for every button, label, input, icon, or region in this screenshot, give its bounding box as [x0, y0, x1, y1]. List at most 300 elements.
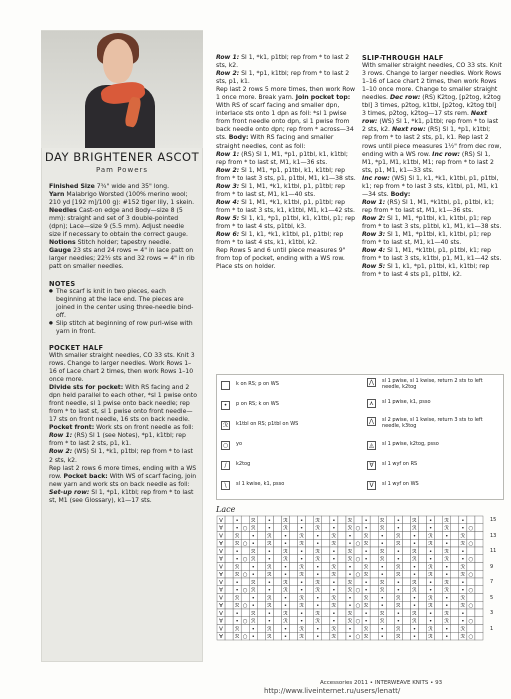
chart-symbol: • — [396, 548, 400, 555]
legend-symbol: ∀ — [367, 461, 376, 470]
chart-cell — [290, 594, 298, 602]
chart-cell — [467, 516, 475, 524]
chart-symbol: ℛ — [412, 579, 417, 586]
chart-symbol: ○ — [355, 572, 361, 579]
chart-symbol: ○ — [355, 603, 361, 610]
chart-symbol: • — [283, 603, 288, 610]
chart-cell — [370, 609, 378, 617]
chart-row-number: 15 — [490, 517, 497, 523]
chart-symbol: ℛ — [251, 548, 256, 555]
chart-row-number: 13 — [490, 532, 497, 539]
chart-cell — [475, 516, 483, 524]
chart-symbol: • — [300, 548, 304, 555]
chart-cell — [306, 617, 314, 625]
chart-symbol: ℛ — [267, 533, 272, 540]
chart-symbol: ○ — [242, 634, 248, 641]
chart-cell — [290, 609, 298, 617]
chart-cell — [402, 547, 410, 555]
chart-symbol: ℛ — [315, 587, 320, 594]
chart-cell — [290, 578, 298, 586]
legend-item: ⋏ sl 1 pwise, k1, psso — [367, 399, 501, 408]
chart-cell — [273, 555, 281, 563]
legend-symbol: ℛ — [221, 421, 230, 430]
chart-cell — [435, 617, 443, 625]
chart-symbol: • — [364, 579, 368, 586]
chart-symbol: ℛ — [267, 626, 272, 633]
chart-symbol: ○ — [468, 603, 474, 610]
chart-symbol: ℛ — [396, 572, 401, 579]
c2-body-row-1: Row 1: (RS) Sl 1, M1, *p1, p1tbl, k1, k1tbl; rep from * to last st, M1, k1—36 sts. — [216, 150, 348, 166]
chart-symbol: ○ — [468, 541, 474, 548]
chart-symbol: • — [283, 564, 288, 571]
c2-body-row-6: Row 6: Sl 1, k1, *k1, k1tbl, p1, p1tbl; rep from * to last 4 sts, k1, k1tbl, k2. — [216, 231, 344, 247]
legend-item: ⋀ sl 2 pwise, sl 1 kwise, return 3 sts to left needle, k3tog — [367, 417, 501, 429]
chart-cell — [290, 539, 298, 547]
chart-cell — [370, 625, 378, 633]
chart-symbol: • — [251, 572, 255, 579]
legend-symbol — [221, 381, 230, 390]
chart-symbol: • — [364, 517, 368, 524]
chart-symbol: ℛ — [299, 541, 304, 548]
chart-symbol: ℛ — [460, 572, 466, 579]
chart-cell — [386, 532, 394, 540]
chart-symbol: • — [332, 579, 336, 586]
chart-cell — [467, 547, 475, 555]
chart-symbol: ℛ — [283, 610, 288, 617]
chart-symbol: ℛ — [363, 572, 369, 579]
chart-cell — [419, 609, 427, 617]
chart-cell — [435, 516, 443, 524]
chart-cell — [475, 539, 483, 547]
chart-symbol: • — [251, 626, 255, 633]
chart-cell — [475, 547, 483, 555]
chart-symbol: • — [267, 517, 272, 524]
chart-symbol: ℛ — [363, 533, 369, 540]
chart-symbol: ℛ — [460, 564, 466, 571]
chart-symbol: ℛ — [283, 517, 288, 524]
chart-symbol: ℛ — [428, 634, 433, 641]
chart-symbol: ℛ — [380, 548, 385, 555]
chart-cell — [306, 563, 314, 571]
chart-cell — [322, 539, 330, 547]
chart-symbol: • — [251, 541, 255, 548]
chart-symbol: • — [396, 517, 400, 524]
chart-cell — [306, 632, 314, 640]
chart-cell — [322, 625, 330, 633]
chart-symbol: • — [412, 533, 417, 540]
chart-symbol: • — [380, 572, 384, 579]
column-2 — [216, 54, 356, 271]
chart-cell — [467, 625, 475, 633]
slip-intro: With smaller straight needles, CO 33 sts. Knit 3 rows. Change to larger needles. Work Rows 1–16 of Lace chart 2 times, then work Rows 1–10 once more. Change to smaller straight needles. Dec row: (RS) K2tog, [p2tog, k2tog tbl] 3 times, p2tog, k1tbl, [p2tog, k2tog tbl] 3 times, p2tog, k2tog—17 sts rem. Next row: (WS) Sl 1, *k1, p1tbl; rep from * to last 2 sts, k2. Next row: (RS) Sl 1, *p1, k1tbl; rep from * to last 2 sts, p1, k1. Rep last 2 rows until piece measures 1½" from dec row, ending with a WS row. Inc row: (RS) Sl 1, M1, *p1, M1, k1tbl, M1; rep from * to last 2 sts, p1, M1, k1—33 sts. — [362, 62, 502, 174]
column-3 — [362, 54, 502, 279]
chart-cell — [386, 578, 394, 586]
c2-join: Rep last 2 rows 5 more times, then work Row 1 once more. Break yarn. Join pocket top: With RS of scarf facing and smaller dpn, interlace sts onto 1 dpn as foll: *sl 1 pwise from front needle onto dpn, sl 1 pwise from back needle onto dpn; rep from * across—34 sts. Body: With RS facing and smaller straight needles, cont as foll: — [216, 86, 356, 150]
chart-symbol: ℛ — [428, 572, 433, 579]
chart-symbol: ℛ — [412, 610, 417, 617]
chart-cell — [451, 524, 459, 532]
chart-symbol: ℛ — [347, 587, 353, 594]
pocket-repeat: Rep last 2 rows 6 more times, ending with a WS row. Pocket back: With WS of scarf facing, join new yarn and work sts on back needle as foll: Set-up row: Sl 1, *p1, k1tbl; rep from * to last st, M1 (see Glossary), k1—17 sts. — [49, 464, 197, 504]
chart-cell — [451, 563, 459, 571]
chart-cell — [241, 625, 249, 633]
chart-symbol: • — [412, 541, 417, 548]
legend-symbol: • — [221, 401, 230, 410]
chart-symbol: ℛ — [380, 587, 385, 594]
slip-inc-ws: Inc row: (WS) Sl 1, k1, *k1, k1tbl, p1, p1tbl, k1; rep from * to last 3 sts, k1tbl, p1, M1, k1—34 sts. Body: — [362, 174, 499, 198]
chart-cell — [402, 601, 410, 609]
legend-item: \ sl 1 kwise, k1, psso — [221, 481, 357, 490]
chart-cell — [451, 617, 459, 625]
chart-symbol: ℛ — [428, 626, 433, 633]
chart-symbol: ℛ — [347, 579, 353, 586]
chart-symbol: ℛ — [444, 618, 449, 625]
chart-symbol: ℛ — [251, 579, 256, 586]
chart-cell — [386, 570, 394, 578]
chart-symbol: ○ — [242, 556, 248, 563]
legend-symbol: ⋏ — [367, 399, 376, 408]
chart-symbol: ℛ — [251, 587, 256, 594]
legend-symbol: \ — [221, 481, 230, 490]
chart-symbol: ○ — [468, 572, 474, 579]
pocket-half-intro: With smaller straight needles, CO 33 sts. Knit 3 rows. Change to larger needles. Work Rows 1–16 of Lace chart 2 times, then work Rows 1–10 once more. — [49, 351, 195, 384]
chart-symbol: ℛ — [347, 556, 353, 563]
chart-symbol: • — [235, 587, 239, 594]
slip-row-5: Row 5: Sl 1, k1, *p1, p1tbl, k1, k1tbl; rep from * to last 4 sts p1, p1tbl, k2. — [362, 263, 490, 279]
chart-cell — [273, 594, 281, 602]
chart-cell — [257, 524, 265, 532]
chart-symbol: ℛ — [251, 556, 256, 563]
chart-cell — [451, 609, 459, 617]
chart-cell — [338, 516, 346, 524]
chart-cell — [241, 594, 249, 602]
slip-row-2: Row 2: Sl 1, M1, *p1tbl, k1, k1tbl, p1; rep from * to last 3 sts, p1tbl, k1, M1, k1—38 sts. — [362, 214, 502, 230]
legend-item: ∀ sl 1 wyf on RS — [367, 461, 501, 470]
chart-cell — [290, 547, 298, 555]
chart-cell — [257, 586, 265, 594]
chart-cell — [467, 594, 475, 602]
chart-symbol: • — [461, 587, 465, 594]
c2-row-2: Row 2: Sl 1, *p1, k1tbl; rep from * to last 2 sts, p1, k1. — [216, 70, 350, 86]
notes-heading: NOTES — [49, 279, 76, 288]
chart-symbol: ℛ — [444, 556, 449, 563]
chart-cell — [273, 532, 281, 540]
chart-cell — [354, 547, 362, 555]
chart-symbol: • — [445, 595, 449, 602]
chart-cell — [257, 570, 265, 578]
chart-symbol: ℛ — [363, 595, 369, 602]
chart-cell — [435, 594, 443, 602]
chart-cell — [370, 632, 378, 640]
chart-cell — [386, 563, 394, 571]
chart-cell — [386, 625, 394, 633]
chart-symbol: • — [316, 533, 320, 540]
pattern-title: DAY BRIGHTENER ASCOT — [44, 150, 200, 164]
chart-cell — [338, 594, 346, 602]
chart-cell — [322, 586, 330, 594]
legend-item: ⋀ sl 1 pwise, sl 1 kwise, return 2 sts to left needle, k2tog — [367, 378, 501, 390]
chart-symbol: • — [300, 610, 304, 617]
chart-symbol: ℛ — [234, 572, 240, 579]
chart-symbol: • — [283, 541, 288, 548]
chart-cell — [354, 563, 362, 571]
chart-symbol: ℛ — [380, 579, 385, 586]
chart-symbol: • — [396, 525, 400, 532]
chart-symbol: • — [235, 525, 239, 532]
column-1 — [49, 183, 197, 505]
chart-cell — [338, 563, 346, 571]
chart-symbol: ℛ — [444, 525, 449, 532]
chart-cell — [225, 532, 233, 540]
chart-cell — [419, 516, 427, 524]
chart-symbol: • — [235, 579, 239, 586]
chart-symbol: ℛ — [363, 541, 369, 548]
chart-cell — [225, 555, 233, 563]
pocket-row-1: Row 1: (RS) Sl 1 (see Notes), *p1, k1tbl; rep from * to last 2 sts, p1, k1. — [49, 432, 186, 448]
chart-cell — [402, 609, 410, 617]
chart-symbol: ℛ — [315, 610, 320, 617]
chart-cell — [322, 547, 330, 555]
chart-cell — [370, 547, 378, 555]
chart-cell — [475, 578, 483, 586]
chart-cell — [338, 524, 346, 532]
chart-symbol: • — [348, 595, 352, 602]
chart-cell — [435, 532, 443, 540]
chart-symbol: ℛ — [234, 626, 240, 633]
chart-symbol: • — [461, 556, 465, 563]
chart-cell — [386, 601, 394, 609]
chart-symbol: • — [412, 564, 417, 571]
legend-item: ○ yo — [222, 441, 243, 449]
chart-cell — [290, 601, 298, 609]
chart-cell — [370, 594, 378, 602]
watermark: http://www.liveinternet.ru/users/lenatt/ — [264, 687, 401, 695]
chart-cell — [322, 632, 330, 640]
c2-body-row-3: Row 3: Sl 1, M1, *k1, k1tbl, p1, p1tbl; rep from * to last st, M1, k1—40 sts. — [216, 182, 346, 198]
chart-cell — [435, 570, 443, 578]
chart-cell — [451, 570, 459, 578]
chart-cell — [435, 547, 443, 555]
chart-cell — [257, 539, 265, 547]
chart-symbol: ℛ — [396, 533, 401, 540]
chart-symbol: ○ — [355, 634, 361, 641]
chart-cell — [419, 625, 427, 633]
chart-cell — [290, 632, 298, 640]
chart-cell — [419, 563, 427, 571]
chart-cell — [306, 555, 314, 563]
chart-symbol: • — [251, 564, 255, 571]
chart-symbol: ℛ — [299, 595, 304, 602]
model-photo — [41, 31, 203, 148]
chart-symbol: ℛ — [428, 595, 433, 602]
chart-cell — [402, 586, 410, 594]
chart-cell — [322, 555, 330, 563]
chart-cell — [290, 586, 298, 594]
chart-symbol: ℛ — [460, 533, 466, 540]
chart-row-number: 7 — [490, 579, 494, 585]
chart-cell — [306, 532, 314, 540]
chart-symbol: • — [316, 603, 320, 610]
chart-symbol: • — [364, 548, 368, 555]
chart-cell — [419, 570, 427, 578]
chart-symbol: • — [332, 517, 336, 524]
chart-symbol: • — [461, 525, 465, 532]
chart-symbol: ℛ — [444, 610, 449, 617]
chart-symbol: ℛ — [460, 634, 466, 641]
chart-cell — [241, 563, 249, 571]
chart-cell — [419, 539, 427, 547]
chart-cell — [257, 601, 265, 609]
chart-symbol: ∀ — [219, 618, 223, 625]
divide-sts: Divide sts for pocket: With RS facing and 2 dpn held parallel to each other, *sl 1 pwise onto front needle, sl 1 pwise onto back needle; rep from * to last st, sl 1 pwise onto front needle—17 sts on front needle, 16 sts on back needle. Pocket front: Work sts on front needle as foll: — [49, 384, 197, 432]
chart-symbol: ℛ — [267, 541, 272, 548]
spec-needles: Needles Cast-on edge and Body—size 8 (5 mm): straight and set of 3 double-pointed (dpn); Lace—size 9 (5.5 mm). Adjust needle size if necessary to obtain the correct gauge. — [49, 207, 188, 239]
chart-cell — [402, 555, 410, 563]
chart-cell — [386, 617, 394, 625]
chart-cell — [273, 524, 281, 532]
chart-row-number: 1 — [490, 625, 494, 632]
chart-symbol: • — [348, 533, 352, 540]
chart-cell — [419, 532, 427, 540]
stitch-legend — [216, 374, 504, 500]
chart-cell — [386, 609, 394, 617]
chart-cell — [475, 532, 483, 540]
chart-symbol: ℛ — [380, 517, 385, 524]
chart-symbol: • — [267, 548, 272, 555]
chart-cell — [435, 563, 443, 571]
chart-cell — [402, 532, 410, 540]
chart-cell — [338, 532, 346, 540]
chart-cell — [370, 516, 378, 524]
chart-symbol: ℛ — [331, 533, 337, 540]
chart-symbol: V — [219, 579, 223, 586]
chart-symbol: • — [235, 610, 239, 617]
chart-cell — [225, 547, 233, 555]
chart-symbol: • — [396, 587, 400, 594]
chart-cell — [435, 625, 443, 633]
chart-symbol: ℛ — [234, 533, 240, 540]
chart-cell — [322, 563, 330, 571]
chart-cell — [402, 524, 410, 532]
chart-symbol: ℛ — [396, 595, 401, 602]
chart-symbol: • — [364, 525, 368, 532]
chart-symbol: • — [380, 564, 384, 571]
chart-cell — [306, 594, 314, 602]
chart-symbol: ℛ — [331, 634, 337, 641]
chart-cell — [475, 609, 483, 617]
chart-symbol: • — [251, 603, 255, 610]
chart-cell — [451, 532, 459, 540]
chart-cell — [451, 586, 459, 594]
chart-symbol: • — [267, 579, 272, 586]
chart-cell — [306, 539, 314, 547]
chart-symbol: ℛ — [412, 618, 417, 625]
chart-symbol: • — [445, 541, 449, 548]
chart-cell — [451, 578, 459, 586]
chart-symbol: ℛ — [363, 634, 369, 641]
chart-symbol: ℛ — [347, 525, 353, 532]
chart-cell — [257, 532, 265, 540]
chart-cell — [386, 632, 394, 640]
chart-cell — [273, 609, 281, 617]
chart-symbol: • — [428, 556, 433, 563]
chart-symbol: ℛ — [380, 525, 385, 532]
chart-symbol: V — [219, 548, 223, 555]
chart-symbol: • — [364, 618, 368, 625]
chart-symbol: • — [412, 572, 417, 579]
chart-cell — [290, 563, 298, 571]
chart-symbol: V — [219, 626, 223, 633]
chart-cell — [257, 625, 265, 633]
chart-symbol: V — [219, 517, 223, 524]
chart-cell — [451, 594, 459, 602]
chart-symbol: • — [428, 525, 433, 532]
chart-cell — [273, 516, 281, 524]
chart-symbol: ℛ — [331, 541, 337, 548]
chart-cell — [322, 609, 330, 617]
chart-symbol: ℛ — [444, 587, 449, 594]
chart-symbol: • — [283, 626, 288, 633]
chart-row-number: 3 — [490, 610, 494, 616]
chart-symbol: ℛ — [234, 564, 240, 571]
chart-symbol: ℛ — [299, 572, 304, 579]
chart-cell — [435, 601, 443, 609]
chart-cell — [290, 625, 298, 633]
chart-symbol: ℛ — [234, 603, 240, 610]
chart-cell — [306, 586, 314, 594]
chart-symbol: • — [380, 533, 384, 540]
chart-symbol: • — [332, 525, 336, 532]
chart-symbol: ∀ — [219, 541, 223, 548]
chart-cell — [257, 516, 265, 524]
chart-symbol: ○ — [468, 634, 474, 641]
chart-cell — [338, 609, 346, 617]
chart-cell — [386, 594, 394, 602]
chart-symbol: • — [348, 603, 352, 610]
chart-cell — [257, 555, 265, 563]
chart-symbol: • — [332, 610, 336, 617]
chart-symbol: • — [461, 548, 465, 555]
chart-symbol: ∀ — [219, 525, 223, 532]
chart-symbol: • — [445, 572, 449, 579]
chart-cell — [322, 570, 330, 578]
chart-symbol: ℛ — [380, 556, 385, 563]
chart-symbol: • — [267, 610, 272, 617]
chart-cell — [475, 632, 483, 640]
chart-symbol: ℛ — [331, 572, 337, 579]
chart-symbol: • — [332, 548, 336, 555]
chart-symbol: • — [428, 548, 433, 555]
chart-symbol: • — [445, 603, 449, 610]
chart-cell — [225, 609, 233, 617]
chart-cell — [273, 570, 281, 578]
chart-cell — [435, 586, 443, 594]
slip-half-heading: SLIP-THROUGH HALF — [362, 54, 444, 62]
pocket-half-heading: POCKET HALF — [49, 343, 104, 352]
chart-cell — [322, 594, 330, 602]
chart-cell — [370, 539, 378, 547]
chart-cell — [451, 555, 459, 563]
chart-cell — [322, 532, 330, 540]
chart-symbol: ○ — [355, 618, 361, 625]
chart-symbol: • — [461, 517, 465, 524]
chart-symbol: • — [316, 541, 320, 548]
chart-symbol: ○ — [242, 603, 248, 610]
chart-symbol: ℛ — [396, 634, 401, 641]
chart-symbol: • — [332, 618, 336, 625]
chart-symbol: • — [428, 579, 433, 586]
chart-symbol: ℛ — [396, 564, 401, 571]
